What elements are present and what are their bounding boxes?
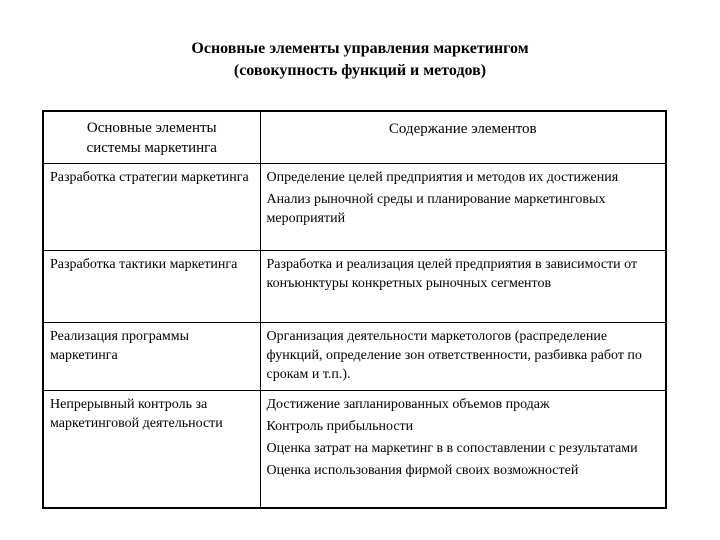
marketing-elements-table (42, 110, 667, 509)
table-row (43, 390, 666, 508)
content-item: Контроль прибыльности (266, 418, 414, 434)
row-content (260, 390, 666, 508)
content-item: Определение целей предприятия и методов их достижения (266, 169, 619, 185)
row-element: Непрерывный контроль за маркетинговой деятельности (43, 390, 260, 508)
table-row (43, 163, 666, 250)
table-header-row (43, 111, 666, 163)
content-item: Оценка использования фирмой своих возможностей (266, 462, 579, 478)
header-elements: Основные элементы системы маркетинга (43, 111, 260, 163)
content-item: Разработка и реализация целей предприятия в зависимости от конъюнктуры конкретных рыночных сегментов (266, 256, 638, 291)
row-element: Реализация программы маркетинга (43, 322, 260, 390)
row-content (260, 163, 666, 250)
header-content: Содержание элементов (260, 111, 666, 163)
title-line-2: (совокупность функций и методов) (233, 62, 487, 79)
row-element: Разработка тактики маркетинга (43, 250, 260, 322)
row-content (260, 250, 666, 322)
content-item: Оценка затрат на маркетинг в в сопоставлении с результатами (266, 440, 638, 456)
row-element: Разработка стратегии маркетинга (43, 163, 260, 250)
title-line-1: Основные элементы управления маркетингом (191, 40, 529, 57)
table-row (43, 250, 666, 322)
table-row (43, 322, 666, 390)
content-item: Анализ рыночной среды и планирование маркетинговых мероприятий (266, 191, 606, 226)
row-content (260, 322, 666, 390)
document-title (0, 38, 720, 82)
content-item: Организация деятельности маркетологов (распределение функций, определение зон ответственности, разбивка работ по срокам и т.п.). (266, 328, 642, 382)
content-item: Достижение запланированных объемов продаж (266, 396, 550, 412)
